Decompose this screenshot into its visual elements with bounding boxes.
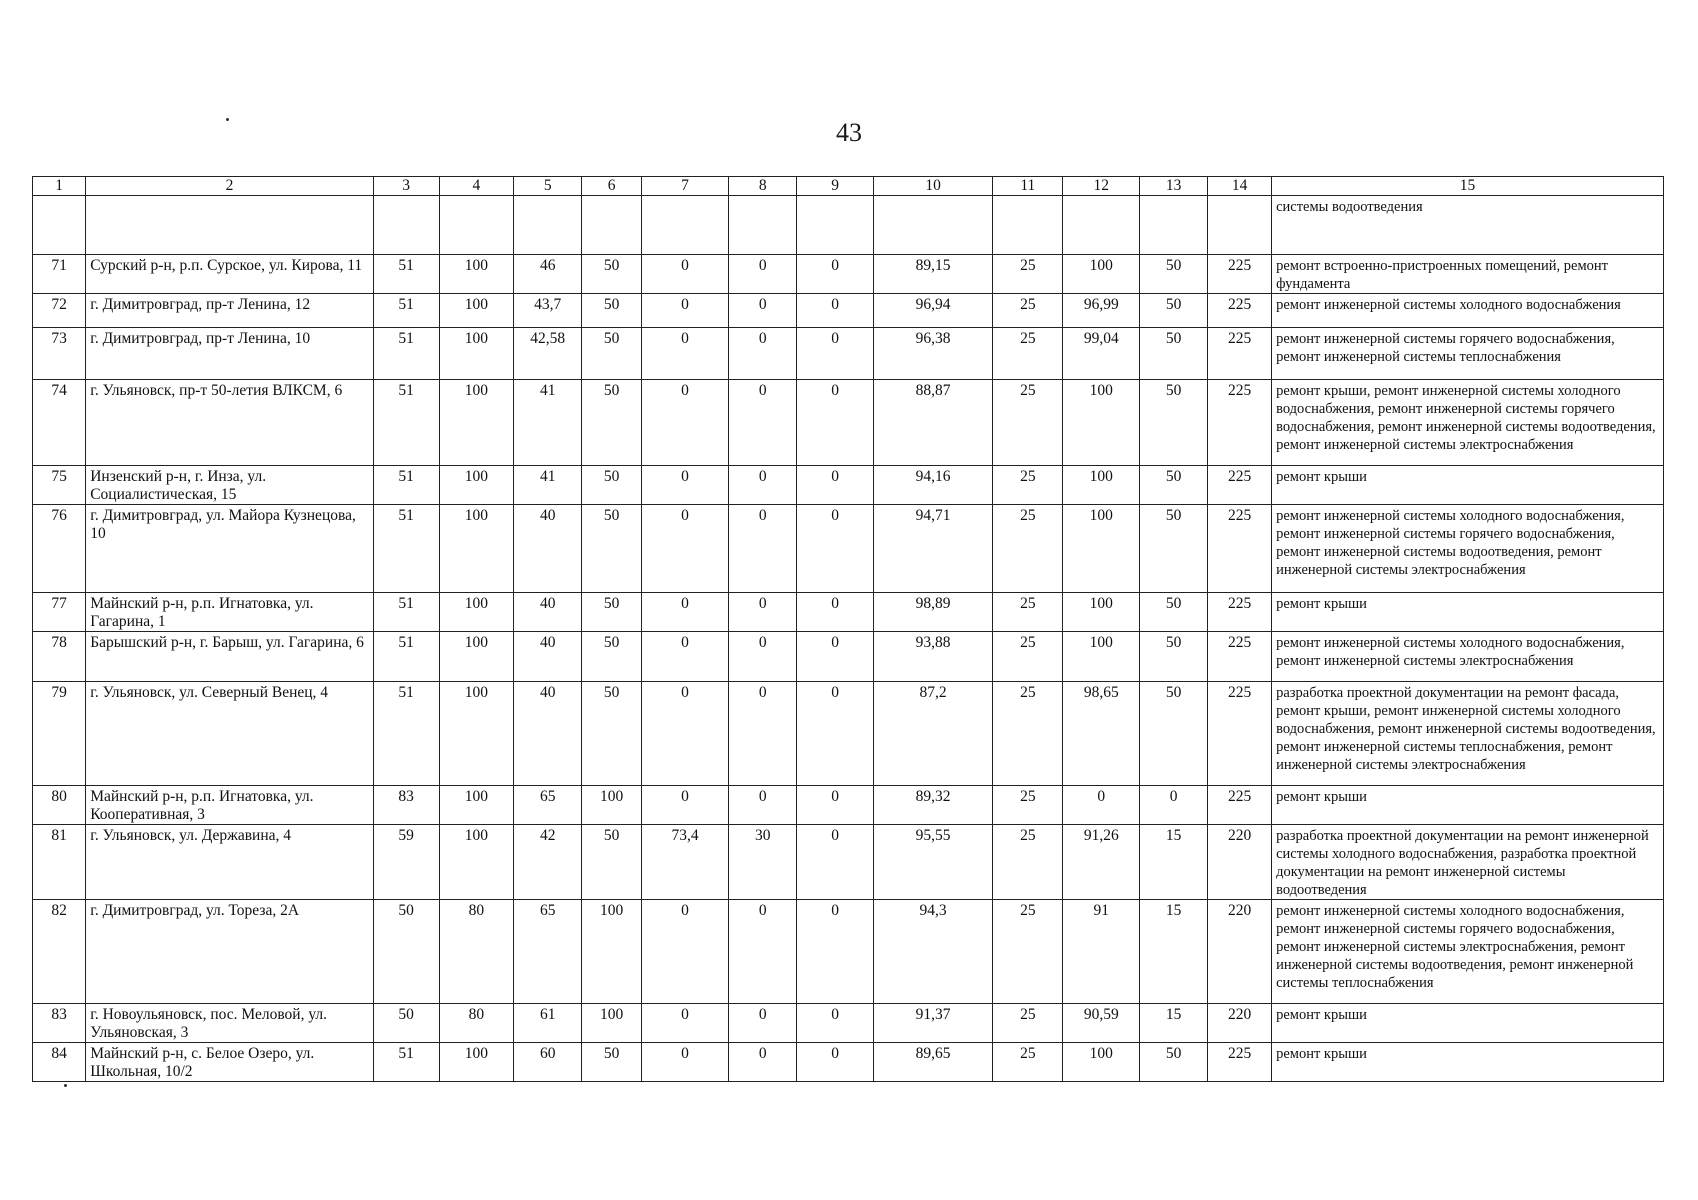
value-cell: 94,71 (873, 505, 992, 593)
address-cell: г. Димитровград, пр-т Ленина, 10 (86, 328, 373, 380)
value-cell: 25 (993, 1004, 1063, 1043)
value-cell: 50 (1140, 255, 1208, 294)
value-cell: 225 (1208, 255, 1272, 294)
column-header: 10 (873, 177, 992, 196)
value-cell: 50 (582, 593, 642, 632)
value-cell: 40 (514, 593, 582, 632)
value-cell: 25 (993, 294, 1063, 328)
value-cell: 0 (797, 505, 874, 593)
value-cell: 25 (993, 632, 1063, 682)
value-cell: 25 (993, 505, 1063, 593)
value-cell: 91,26 (1063, 825, 1140, 900)
value-cell: 0 (1063, 786, 1140, 825)
value-cell: 30 (729, 825, 797, 900)
row-number: 76 (33, 505, 86, 593)
row-number: 75 (33, 466, 86, 505)
value-cell: 50 (582, 632, 642, 682)
value-cell: 100 (439, 682, 514, 786)
value-cell: 98,65 (1063, 682, 1140, 786)
table-row (33, 593, 1664, 632)
value-cell: 50 (582, 505, 642, 593)
value-cell: 50 (1140, 294, 1208, 328)
row-number: 73 (33, 328, 86, 380)
value-cell: 83 (373, 786, 439, 825)
value-cell: 93,88 (873, 632, 992, 682)
value-cell: 51 (373, 632, 439, 682)
column-header: 8 (729, 177, 797, 196)
value-cell: 225 (1208, 632, 1272, 682)
address-cell: Майнский р-н, р.п. Игнатовка, ул. Кооперативная, 3 (86, 786, 373, 825)
value-cell: 25 (993, 786, 1063, 825)
value-cell: 25 (993, 328, 1063, 380)
scan-speck (226, 118, 229, 121)
value-cell: 0 (729, 1004, 797, 1043)
table-row (33, 328, 1664, 380)
row-number: 71 (33, 255, 86, 294)
value-cell: 25 (993, 466, 1063, 505)
value-cell: 51 (373, 328, 439, 380)
value-cell: 50 (582, 380, 642, 466)
value-cell: 0 (641, 593, 728, 632)
works-cell: ремонт инженерной системы холодного водоснабжения (1272, 294, 1664, 328)
address-cell: г. Ульяновск, ул. Северный Венец, 4 (86, 682, 373, 786)
value-cell: 42 (514, 825, 582, 900)
address-cell: Майнский р-н, с. Белое Озеро, ул. Школьная, 10/2 (86, 1043, 373, 1082)
value-cell: 0 (797, 900, 874, 1004)
table-row (33, 505, 1664, 593)
address-cell: Майнский р-н, р.п. Игнатовка, ул. Гагарина, 1 (86, 593, 373, 632)
value-cell: 100 (1063, 593, 1140, 632)
value-cell: 220 (1208, 825, 1272, 900)
value-cell: 89,32 (873, 786, 992, 825)
value-cell: 80 (439, 900, 514, 1004)
value-cell: 0 (641, 1004, 728, 1043)
value-cell: 100 (439, 632, 514, 682)
value-cell: 100 (439, 255, 514, 294)
column-number-row (33, 177, 1664, 196)
page-number: 43 (836, 118, 862, 147)
address-cell: Инзенский р-н, г. Инза, ул. Социалистическая, 15 (86, 466, 373, 505)
value-cell: 51 (373, 255, 439, 294)
column-header: 7 (641, 177, 728, 196)
value-cell: 0 (797, 380, 874, 466)
row-number: 74 (33, 380, 86, 466)
value-cell: 50 (1140, 380, 1208, 466)
column-header: 13 (1140, 177, 1208, 196)
value-cell: 0 (641, 466, 728, 505)
value-cell: 50 (582, 825, 642, 900)
table-row (33, 294, 1664, 328)
works-cell: ремонт крыши (1272, 466, 1664, 505)
column-header: 14 (1208, 177, 1272, 196)
row-number: 79 (33, 682, 86, 786)
value-cell: 25 (993, 593, 1063, 632)
value-cell: 225 (1208, 380, 1272, 466)
value-cell: 0 (729, 255, 797, 294)
table-row (33, 900, 1664, 1004)
works-cell: ремонт крыши (1272, 1043, 1664, 1082)
table-row (33, 786, 1664, 825)
row-number: 81 (33, 825, 86, 900)
value-cell: 73,4 (641, 825, 728, 900)
value-cell: 0 (797, 255, 874, 294)
table-row (33, 632, 1664, 682)
value-cell: 225 (1208, 505, 1272, 593)
value-cell: 50 (582, 682, 642, 786)
value-cell: 0 (797, 1043, 874, 1082)
value-cell: 225 (1208, 294, 1272, 328)
value-cell: 0 (641, 786, 728, 825)
table-row (33, 255, 1664, 294)
value-cell: 0 (797, 682, 874, 786)
address-cell: Барышский р-н, г. Барыш, ул. Гагарина, 6 (86, 632, 373, 682)
value-cell: 0 (797, 328, 874, 380)
column-header: 2 (86, 177, 373, 196)
scan-speck (64, 1084, 67, 1087)
works-cell: ремонт инженерной системы холодного водоснабжения, ремонт инженерной системы горячего водоснабжения, ремонт инженерной системы водоотведения, ремонт инженерной системы электроснабжения (1272, 505, 1664, 593)
row-number: 80 (33, 786, 86, 825)
value-cell: 96,38 (873, 328, 992, 380)
value-cell: 225 (1208, 466, 1272, 505)
value-cell: 100 (439, 466, 514, 505)
value-cell: 100 (1063, 466, 1140, 505)
works-cell: ремонт крыши (1272, 786, 1664, 825)
value-cell: 41 (514, 380, 582, 466)
works-cell: ремонт инженерной системы горячего водоснабжения, ремонт инженерной системы теплоснабжения (1272, 328, 1664, 380)
address-cell: г. Димитровград, пр-т Ленина, 12 (86, 294, 373, 328)
value-cell: 41 (514, 466, 582, 505)
value-cell: 65 (514, 900, 582, 1004)
value-cell: 0 (729, 505, 797, 593)
address-cell: г. Димитровград, ул. Майора Кузнецова, 10 (86, 505, 373, 593)
works-cell: ремонт крыши, ремонт инженерной системы холодного водоснабжения, ремонт инженерной системы горячего водоснабжения, ремонт инженерной системы водоотведения, ремонт инженерной системы электроснабжения (1272, 380, 1664, 466)
column-header: 9 (797, 177, 874, 196)
value-cell: 50 (1140, 505, 1208, 593)
address-cell: г. Новоульяновск, пос. Меловой, ул. Ульяновская, 3 (86, 1004, 373, 1043)
column-header: 4 (439, 177, 514, 196)
value-cell: 0 (729, 1043, 797, 1082)
value-cell: 225 (1208, 328, 1272, 380)
value-cell: 100 (439, 328, 514, 380)
value-cell: 0 (797, 786, 874, 825)
value-cell: 46 (514, 255, 582, 294)
column-header: 6 (582, 177, 642, 196)
column-header: 5 (514, 177, 582, 196)
value-cell: 50 (582, 466, 642, 505)
value-cell: 0 (797, 825, 874, 900)
value-cell: 50 (582, 328, 642, 380)
continuation-row (33, 196, 1664, 255)
continuation-text: системы водоотведения (1272, 196, 1664, 255)
value-cell: 59 (373, 825, 439, 900)
value-cell: 50 (1140, 593, 1208, 632)
works-cell: разработка проектной документации на ремонт инженерной системы холодного водоснабжения, разработка проектной документации на ремонт инженерной системы водоотведения (1272, 825, 1664, 900)
value-cell: 100 (582, 900, 642, 1004)
value-cell: 0 (729, 682, 797, 786)
value-cell: 25 (993, 255, 1063, 294)
value-cell: 51 (373, 682, 439, 786)
value-cell: 50 (1140, 466, 1208, 505)
value-cell: 0 (729, 466, 797, 505)
value-cell: 100 (439, 825, 514, 900)
value-cell: 50 (582, 294, 642, 328)
column-header: 15 (1272, 177, 1664, 196)
address-cell: г. Димитровград, ул. Тореза, 2А (86, 900, 373, 1004)
value-cell: 100 (1063, 505, 1140, 593)
value-cell: 15 (1140, 900, 1208, 1004)
value-cell: 0 (641, 900, 728, 1004)
value-cell: 42,58 (514, 328, 582, 380)
value-cell: 96,94 (873, 294, 992, 328)
value-cell: 100 (1063, 255, 1140, 294)
value-cell: 100 (582, 1004, 642, 1043)
works-cell: ремонт крыши (1272, 1004, 1664, 1043)
row-number: 72 (33, 294, 86, 328)
value-cell: 98,89 (873, 593, 992, 632)
value-cell: 40 (514, 682, 582, 786)
value-cell: 51 (373, 505, 439, 593)
column-header: 12 (1063, 177, 1140, 196)
value-cell: 25 (993, 380, 1063, 466)
value-cell: 0 (729, 593, 797, 632)
value-cell: 65 (514, 786, 582, 825)
value-cell: 100 (439, 593, 514, 632)
value-cell: 220 (1208, 900, 1272, 1004)
value-cell: 15 (1140, 825, 1208, 900)
value-cell: 40 (514, 505, 582, 593)
value-cell: 0 (641, 328, 728, 380)
value-cell: 0 (641, 505, 728, 593)
value-cell: 100 (439, 1043, 514, 1082)
column-header: 3 (373, 177, 439, 196)
value-cell: 225 (1208, 1043, 1272, 1082)
column-header: 1 (33, 177, 86, 196)
value-cell: 94,16 (873, 466, 992, 505)
value-cell: 0 (641, 1043, 728, 1082)
value-cell: 225 (1208, 593, 1272, 632)
value-cell: 0 (729, 380, 797, 466)
value-cell: 0 (641, 380, 728, 466)
value-cell: 0 (729, 328, 797, 380)
value-cell: 51 (373, 380, 439, 466)
address-cell: г. Ульяновск, ул. Державина, 4 (86, 825, 373, 900)
value-cell: 25 (993, 682, 1063, 786)
address-cell: г. Ульяновск, пр-т 50-летия ВЛКСМ, 6 (86, 380, 373, 466)
value-cell: 87,2 (873, 682, 992, 786)
value-cell: 91 (1063, 900, 1140, 1004)
value-cell: 0 (729, 786, 797, 825)
value-cell: 0 (729, 632, 797, 682)
value-cell: 89,15 (873, 255, 992, 294)
works-cell: ремонт крыши (1272, 593, 1664, 632)
value-cell: 100 (582, 786, 642, 825)
value-cell: 50 (582, 1043, 642, 1082)
value-cell: 50 (1140, 328, 1208, 380)
value-cell: 0 (729, 294, 797, 328)
value-cell: 50 (1140, 1043, 1208, 1082)
value-cell: 100 (1063, 380, 1140, 466)
row-number: 84 (33, 1043, 86, 1082)
value-cell: 0 (797, 294, 874, 328)
value-cell: 90,59 (1063, 1004, 1140, 1043)
value-cell: 50 (373, 1004, 439, 1043)
value-cell: 51 (373, 593, 439, 632)
value-cell: 0 (641, 632, 728, 682)
value-cell: 50 (373, 900, 439, 1004)
value-cell: 99,04 (1063, 328, 1140, 380)
value-cell: 51 (373, 466, 439, 505)
value-cell: 100 (1063, 1043, 1140, 1082)
table-row (33, 380, 1664, 466)
value-cell: 43,7 (514, 294, 582, 328)
value-cell: 100 (1063, 632, 1140, 682)
value-cell: 0 (797, 632, 874, 682)
value-cell: 96,99 (1063, 294, 1140, 328)
row-number: 83 (33, 1004, 86, 1043)
table-row (33, 682, 1664, 786)
value-cell: 88,87 (873, 380, 992, 466)
repair-registry-table (32, 176, 1664, 1082)
value-cell: 15 (1140, 1004, 1208, 1043)
value-cell: 50 (582, 255, 642, 294)
works-cell: ремонт инженерной системы холодного водоснабжения, ремонт инженерной системы электроснабжения (1272, 632, 1664, 682)
value-cell: 0 (729, 900, 797, 1004)
value-cell: 50 (1140, 682, 1208, 786)
row-number: 77 (33, 593, 86, 632)
value-cell: 80 (439, 1004, 514, 1043)
value-cell: 91,37 (873, 1004, 992, 1043)
value-cell: 100 (439, 294, 514, 328)
value-cell: 51 (373, 1043, 439, 1082)
value-cell: 89,65 (873, 1043, 992, 1082)
value-cell: 0 (797, 466, 874, 505)
value-cell: 0 (641, 682, 728, 786)
value-cell: 60 (514, 1043, 582, 1082)
value-cell: 61 (514, 1004, 582, 1043)
value-cell: 100 (439, 505, 514, 593)
value-cell: 25 (993, 900, 1063, 1004)
table-row (33, 825, 1664, 900)
value-cell: 0 (641, 255, 728, 294)
works-cell: разработка проектной документации на ремонт фасада, ремонт крыши, ремонт инженерной системы холодного водоснабжения, ремонт инженерной системы водоотведения, ремонт инженерной системы теплоснабжения, ремонт инженерной системы электроснабжения (1272, 682, 1664, 786)
row-number: 82 (33, 900, 86, 1004)
value-cell: 225 (1208, 682, 1272, 786)
works-cell: ремонт встроенно-пристроенных помещений, ремонт фундамента (1272, 255, 1664, 294)
value-cell: 95,55 (873, 825, 992, 900)
value-cell: 100 (439, 786, 514, 825)
value-cell: 25 (993, 825, 1063, 900)
address-cell: Сурский р-н, р.п. Сурское, ул. Кирова, 11 (86, 255, 373, 294)
value-cell: 40 (514, 632, 582, 682)
value-cell: 225 (1208, 786, 1272, 825)
value-cell: 100 (439, 380, 514, 466)
value-cell: 220 (1208, 1004, 1272, 1043)
table-row (33, 466, 1664, 505)
value-cell: 0 (641, 294, 728, 328)
table-row (33, 1004, 1664, 1043)
works-cell: ремонт инженерной системы холодного водоснабжения, ремонт инженерной системы горячего водоснабжения, ремонт инженерной системы электроснабжения, ремонт инженерной системы водоотведения, ремонт инженерной системы теплоснабжения (1272, 900, 1664, 1004)
value-cell: 94,3 (873, 900, 992, 1004)
value-cell: 51 (373, 294, 439, 328)
value-cell: 0 (1140, 786, 1208, 825)
value-cell: 25 (993, 1043, 1063, 1082)
value-cell: 0 (797, 1004, 874, 1043)
value-cell: 50 (1140, 632, 1208, 682)
column-header: 11 (993, 177, 1063, 196)
table-row (33, 1043, 1664, 1082)
value-cell: 0 (797, 593, 874, 632)
row-number: 78 (33, 632, 86, 682)
